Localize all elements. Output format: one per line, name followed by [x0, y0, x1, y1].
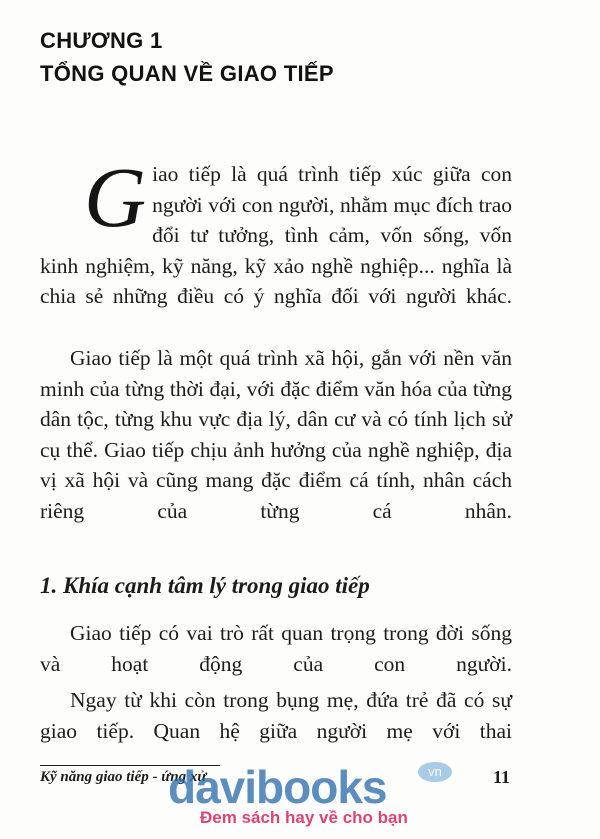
watermark-badge: vn — [418, 762, 452, 782]
chapter-header — [40, 24, 334, 90]
watermark-logo: davibooks — [168, 761, 387, 813]
section-heading: 1. Khía cạnh tâm lý trong giao tiếp — [40, 573, 370, 598]
page-number: 11 — [492, 767, 510, 787]
paragraph-role: Giao tiếp có vai trò rất quan trọng trong đời sống và hoạt động của con người. — [40, 621, 512, 676]
paragraph-prenatal: Ngay từ khi còn trong bụng mẹ, đứa trẻ đã có sự giao tiếp. Quan hệ giữa người mẹ với thai — [40, 688, 512, 743]
watermark-tagline: Đem sách hay về cho bạn — [200, 808, 408, 827]
paragraph-intro — [40, 149, 512, 312]
paragraph-intro-text: iao tiếp là quá trình tiếp xúc giữa con người với con người, nhằm mục đích trao đổi tư tưởng, tình cảm, vốn sống, vốn kinh nghiệm, kỹ năng, kỹ xảo nghề nghiệp... nghĩa là chia sẻ những điều có ý nghĩa đối với người khác. — [40, 162, 512, 308]
chapter-title: TỔNG QUAN VỀ GIAO TIẾP — [40, 61, 334, 86]
drop-cap: G — [84, 149, 147, 245]
paragraph-society: Giao tiếp là một quá trình xã hội, gắn với nền văn minh của từng thời đại, với đặc điểm văn hóa của từng dân tộc, từng khu vực địa lý, dân cư và có tính lịch sử cụ thể. Giao tiếp chịu ảnh hưởng của nghề nghiệp, địa vị xã hội và cũng mang đặc điểm cá tính, nhân cách riêng của từng cá nhân. — [40, 346, 512, 523]
footer-book-title: Kỹ năng giao tiếp - ứng xử — [40, 769, 207, 785]
chapter-number: CHƯƠNG 1 — [40, 28, 163, 53]
